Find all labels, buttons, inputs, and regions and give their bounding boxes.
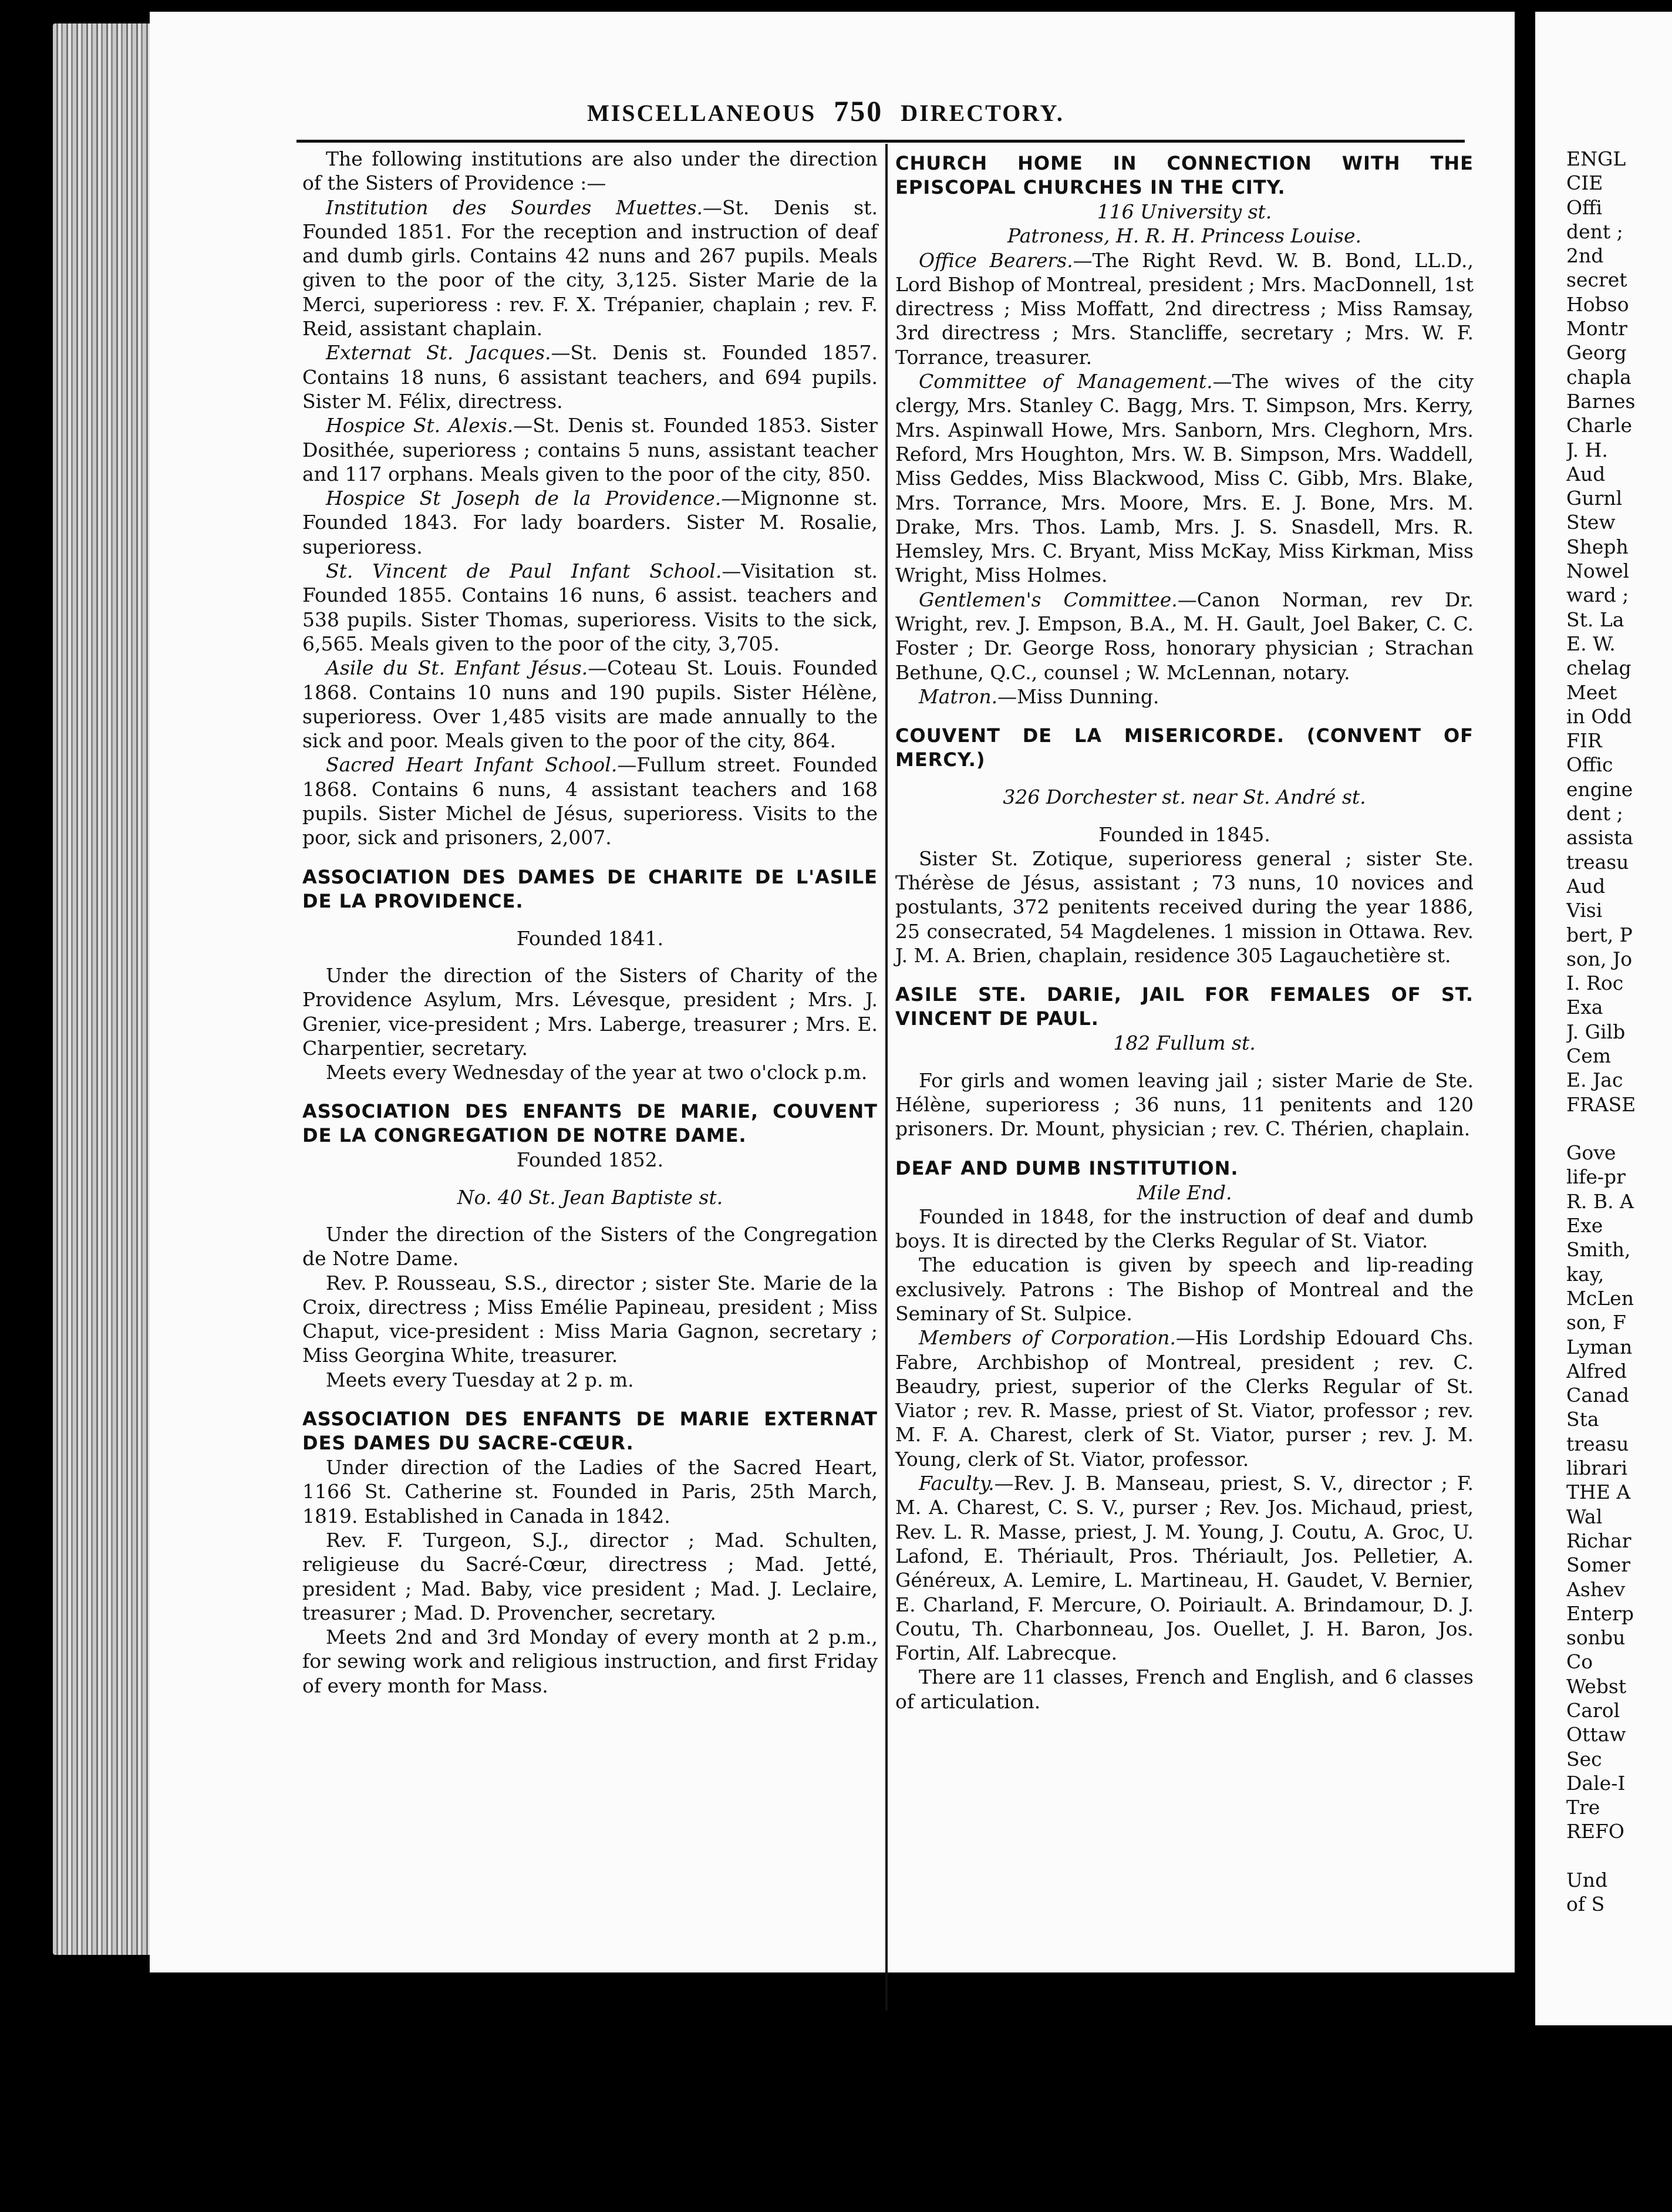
- facing-page-fragment: Enterp: [1566, 1601, 1634, 1625]
- address-line: Mile End.: [1137, 1181, 1232, 1204]
- facing-page-fragment: chelag: [1566, 656, 1631, 680]
- section-heading: ASSOCIATION DES ENFANTS DE MARIE EXTERNAT DES DAMES DU SACRE-CŒUR.: [302, 1408, 878, 1455]
- spacer: [302, 913, 878, 926]
- entry-institution-sourdes: [302, 195, 878, 341]
- facing-page-fragment: McLen: [1566, 1286, 1634, 1310]
- label: Committee of Management.: [919, 370, 1213, 393]
- office-bearers: [895, 248, 1474, 369]
- facing-page-fragment: Sta: [1566, 1408, 1599, 1431]
- facing-page-fragment: Sheph: [1566, 535, 1629, 558]
- facing-page-fragment: Georg: [1566, 341, 1627, 365]
- facing-page-fragment: Aud: [1566, 462, 1606, 485]
- facing-page-fragment: REFO: [1566, 1820, 1624, 1843]
- facing-page-fragment: dent ;: [1566, 802, 1623, 825]
- facing-page-fragment: secret: [1566, 268, 1627, 292]
- facing-page-fragment: J. H.: [1566, 438, 1608, 461]
- entry-text: —Visitation st. Founded 1855. Contains 16 nuns, 6 assist. teachers and 538 pupils. Sister Thomas, superioress. Visits to the sick, 6,565. Meals given to the poor of the city, 3,705.: [302, 559, 878, 655]
- paragraph: The education is given by speech and lip-reading exclusively. Patrons : The Bishop of Montreal and the Seminary of St. Sulpice.: [895, 1253, 1474, 1325]
- facing-page-fragment: son, F: [1566, 1311, 1626, 1334]
- paragraph: Under direction of the Ladies of the Sacred Heart, 1166 St. Catherine st. Founded in Paris, 25th March, 1819. Established in Canada in 1842.: [302, 1456, 878, 1528]
- section-heading: ASSOCIATION DES ENFANTS DE MARIE, COUVENT DE LA CONGREGATION DE NOTRE DAME.: [302, 1100, 878, 1147]
- matron: [895, 684, 1474, 709]
- paragraph: Under the direction of the Sisters of Charity of the Providence Asylum, Mrs. Lévesque, president ; Mrs. J. Grenier, vice-president ; Mrs. Laberge, treasurer ; Mrs. E. Charpentier, secretary.: [302, 963, 878, 1060]
- facing-page-fragment: Somer: [1566, 1553, 1631, 1577]
- facing-page-fragment: I. Roc: [1566, 972, 1624, 995]
- facing-page-fragment: St. La: [1566, 608, 1624, 631]
- facing-page-fragment: Und: [1566, 1869, 1608, 1892]
- facing-page-fragment: Hobso: [1566, 292, 1629, 316]
- spacer: [895, 772, 1474, 785]
- text: —Rev. J. B. Manseau, priest, S. V., director ; F. M. A. Charest, C. S. V., purser ; Rev. Jos. Michaud, priest, Rev. L. R. Masse, priest, J. M. Young, J. Coutu, A. Groc, U. Lafond, E. Thériault, Pros. Thériault, Jos. Pelletier, A. Généreux, A. Lemire, L. Martineau, H. Gaudet, V. Bernier, E. Charland, F. Mercure, O. Poiriault. A. Brindamour, D. J. Coutu, Th. Charbonneau, Jos. Ouellet, J. H. Baron, Jos. Fortin, Alf. Labrecque.: [895, 1472, 1474, 1665]
- facing-page-column: [1566, 147, 1672, 1917]
- facing-page-fragment: Nowel: [1566, 559, 1630, 583]
- entry-externat: [302, 340, 878, 413]
- entry-text: —St. Denis st. Founded 1851. For the reception and instruction of deaf and dumb girls. Contains 42 nuns and 267 pupils. Meals given to the poor of the city, 3,125. Sister Marie de la Merci, superioress : rev. F. X. Trépanier, chaplain ; rev. F. Reid, assistant chaplain.: [302, 195, 878, 340]
- header-left: MISCELLANEOUS: [587, 100, 817, 126]
- facing-page-fragment: son, Jo: [1566, 947, 1633, 970]
- spacer: [895, 810, 1474, 822]
- entry-text: —Fullum street. Founded 1868. Contains 6 nuns, 4 assistant teachers and 168 pupils. Sister Michel de Jésus, superioress. Visits to the poor, sick and prisoners, 2,007.: [302, 753, 878, 849]
- patroness-line: Patroness, H. R. H. Princess Louise.: [1007, 224, 1361, 248]
- middle-column: [895, 147, 1474, 1714]
- facing-page-fragment: THE A: [1566, 1481, 1631, 1504]
- text: —The Right Revd. W. B. Bond, LL.D., Lord Bishop of Montreal, president ; Mrs. MacDonnell, 1st directress ; Miss Moffatt, 2nd directress ; Miss Ramsay, 3rd directress ; Mrs. Stancliffe, secretary ; Mrs. W. F. Torrance, treasurer.: [895, 248, 1474, 369]
- facing-page-fragment: E. W.: [1566, 632, 1616, 655]
- address-line: 326 Dorchester st. near St. André st.: [1003, 785, 1366, 809]
- text: —His Lordship Edouard Chs. Fabre, Archbishop of Montreal, president ; rev. C. Beaudry, priest, superior of the Clerks Regular of St. Viator ; rev. R. Masse, priest of St. Viator, professor ; rev. M. F. A. Charest, clerk of St. Viator, purser ; rev. J. M. Young, clerk of St. Viator, professor.: [895, 1326, 1474, 1471]
- facing-page-fragment: CIE: [1566, 171, 1603, 195]
- gentlemens-committee: [895, 588, 1474, 684]
- paragraph: Sister St. Zotique, superioress general ; sister Ste. Thérèse de Jésus, assistant ; 73 nuns, 10 novices and postulants, 372 penitents received during the year 1886, 25 consecrated, 54 Magdelenes. 1 mission in Ottawa. Rev. J. M. A. Brien, chaplain, residence 305 Lagauchetière st.: [895, 847, 1474, 967]
- facing-page-fragment: Dale-I: [1566, 1771, 1626, 1795]
- section-heading: COUVENT DE LA MISERICORDE. (CONVENT OF MERCY.): [895, 724, 1474, 771]
- text: —The wives of the city clergy, Mrs. Stanley C. Bagg, Mrs. T. Simpson, Mrs. Kerry, Mrs. Aspinwall Howe, Mrs. Sanborn, Mrs. Cleghorn, Mrs. Reford, Mrs Houghton, Mrs. W. B. Simpson, Mrs. Waddell, Miss Geddes, Miss Blackwood, Miss C. Gibb, Mrs. Blake, Mrs. Torrance, Mrs. Moore, Mrs. E. J. Bone, Mrs. M. Drake, Mrs. Thos. Lamb, Mrs. J. S. Snasdell, Mrs. R. Hemsley, Mrs. C. Bryant, Miss McKay, Miss Kirkman, Miss Wright, Miss Holmes.: [895, 370, 1474, 587]
- facing-page-fragment: FRASE: [1566, 1092, 1636, 1116]
- facing-page-fragment: Cem: [1566, 1044, 1612, 1067]
- entry-name: Sacred Heart Infant School.: [326, 753, 618, 777]
- meets-line: Meets every Wednesday of the year at two o'clock p.m.: [326, 1061, 868, 1084]
- running-header: [587, 94, 1174, 128]
- facing-page-fragment: Visi: [1566, 899, 1603, 922]
- facing-page-fragment: Tre: [1566, 1796, 1600, 1819]
- facing-page-fragment: sonbu: [1566, 1626, 1626, 1650]
- entry-st-vincent: [302, 559, 878, 656]
- entry-name: Hospice St Joseph de la Providence.: [326, 487, 722, 510]
- entry-hospice-joseph: [302, 486, 878, 559]
- entry-name: St. Vincent de Paul Infant School.: [326, 559, 722, 583]
- facing-page-fragment: Sec: [1566, 1747, 1602, 1771]
- entry-text: —Coteau St. Louis. Founded 1868. Contains 10 nuns and 190 pupils. Sister Hélène, superioress. Over 1,485 visits are made annually to the sick and poor. Meals given to the poor of the city, 864.: [302, 656, 878, 753]
- meets-line: Meets 2nd and 3rd Monday of every month at 2 p.m., for sewing work and religious instruction, and first Friday of every month for Mass.: [302, 1626, 878, 1697]
- facing-page-fragment: treasu: [1566, 850, 1629, 874]
- facing-page-fragment: Wal: [1566, 1505, 1603, 1528]
- facing-page-fragment: chapla: [1566, 365, 1631, 389]
- facing-page-fragment: [1566, 1117, 1672, 1141]
- label: Faculty.: [919, 1472, 995, 1495]
- label: Gentlemen's Committee.: [919, 588, 1178, 611]
- spacer: [302, 950, 878, 963]
- facing-page-fragment: Canad: [1566, 1384, 1629, 1407]
- left-column: [302, 147, 878, 1698]
- facing-page-fragment: Lyman: [1566, 1335, 1633, 1358]
- column-divider: [885, 144, 888, 2011]
- entry-text: —St. Denis st. Founded 1853. Sister Dosithée, superioress ; contains 5 nuns, assistant teacher and 117 orphans. Meals given to the poor of the city, 850.: [302, 414, 878, 485]
- facing-page-fragment: Webst: [1566, 1674, 1627, 1698]
- facing-page-fragment: Offi: [1566, 195, 1603, 219]
- text: —Miss Dunning.: [997, 684, 1159, 708]
- facing-page-fragment: E. Jac: [1566, 1068, 1623, 1092]
- entry-text: —St. Denis st. Founded 1857. Contains 18 nuns, 6 assistant teachers, and 694 pupils. Sister M. Félix, directress.: [302, 341, 878, 413]
- paragraph: Founded in 1848, for the instruction of deaf and dumb boys. It is directed by the Clerks Regular of St. Viator.: [895, 1205, 1474, 1253]
- facing-page-fragment: Exa: [1566, 996, 1603, 1019]
- entry-asile-enfant: [302, 656, 878, 753]
- entry-name: Hospice St. Alexis.: [326, 414, 514, 437]
- facing-page-fragment: Montr: [1566, 317, 1627, 340]
- facing-page-fragment: Smith,: [1566, 1238, 1631, 1262]
- facing-page-fragment: bert, P: [1566, 923, 1633, 946]
- paragraph: For girls and women leaving jail ; sister Marie de Ste. Hélène, superioress ; 36 nuns, 11 penitents and 120 prisoners. Dr. Mount, physician ; rev. C. Thérien, chaplain.: [895, 1068, 1474, 1141]
- facing-page-fragment: kay,: [1566, 1262, 1604, 1286]
- facing-page-fragment: Ottaw: [1566, 1723, 1626, 1746]
- facing-page-fragment: in Odd: [1566, 704, 1632, 728]
- paragraph: Under the direction of the Sisters of the Congregation de Notre Dame.: [302, 1222, 878, 1270]
- facing-page-fragment: Aud: [1566, 874, 1606, 898]
- spacer: [895, 1056, 1474, 1068]
- founded-line: Founded 1852.: [516, 1148, 664, 1172]
- facing-page-fragment: Exe: [1566, 1214, 1603, 1237]
- facing-page-fragment: 2nd: [1566, 244, 1604, 268]
- founded-line: Founded 1841.: [516, 926, 664, 950]
- facing-page-fragment: ward ;: [1566, 584, 1629, 607]
- page-number: 750: [834, 95, 884, 127]
- label: Office Bearers.: [919, 248, 1073, 272]
- section-heading: CHURCH HOME IN CONNECTION WITH THE EPISCOPAL CHURCHES IN THE CITY.: [895, 152, 1474, 198]
- facing-page-fragment: Meet: [1566, 680, 1617, 704]
- address-line: 116 University st.: [1097, 200, 1272, 223]
- entry-text: —Mignonne st. Founded 1843. For lady boarders. Sister M. Rosalie, superioress.: [302, 487, 878, 558]
- label: Matron.: [919, 684, 998, 708]
- label: Members of Corporation.: [919, 1326, 1176, 1350]
- entry-name: Asile du St. Enfant Jésus.: [326, 656, 588, 680]
- faculty: [895, 1471, 1474, 1665]
- members-of-corporation: [895, 1326, 1474, 1471]
- facing-page-fragment: Richar: [1566, 1529, 1631, 1552]
- paragraph: Rev. P. Rousseau, S.S., director ; sister Ste. Marie de la Croix, directress ; Miss Emélie Papineau, president ; Miss Chaput, vice-president : Miss Maria Gagnon, secretary ; Miss Georgina White, treasurer.: [302, 1271, 878, 1367]
- facing-page-fragment: Offic: [1566, 753, 1613, 777]
- facing-page-fragment: ENGL: [1566, 147, 1626, 170]
- facing-page-fragment: Stew: [1566, 511, 1616, 534]
- facing-page-fragment: Co: [1566, 1650, 1593, 1674]
- facing-page-fragment: R. B. A: [1566, 1189, 1634, 1213]
- facing-page-fragment: FIR: [1566, 729, 1602, 753]
- facing-page-fragment: life-pr: [1566, 1165, 1626, 1189]
- header-rule: [296, 140, 1465, 143]
- facing-page-fragment: Charle: [1566, 414, 1633, 437]
- committee-of-management: [895, 369, 1474, 588]
- text: —Canon Norman, rev Dr. Wright, rev. J. Empson, B.A., M. H. Gault, Joel Baker, C. C. Foster ; Dr. George Ross, honorary physician ; Strachan Bethune, Q.C., counsel ; W. McLennan, notary.: [895, 588, 1474, 684]
- facing-page-fragment: Carol: [1566, 1699, 1620, 1722]
- facing-page-fragment: J. Gilb: [1566, 1020, 1626, 1043]
- entry-hospice-alexis: [302, 413, 878, 486]
- facing-page-fragment: assista: [1566, 826, 1633, 849]
- entry-name: Institution des Sourdes Muettes.: [326, 195, 703, 219]
- meets-line: Meets every Tuesday at 2 p. m.: [326, 1368, 634, 1391]
- facing-page-fragment: Alfred: [1566, 1359, 1627, 1382]
- paragraph: Rev. F. Turgeon, S.J., director ; Mad. Schulten, religieuse du Sacré-Cœur, directress ; Mad. Jetté, president ; Mad. Baby, vice president ; Mad. J. Leclaire, treasurer ; Mad. D. Provencher, secretary.: [302, 1528, 878, 1624]
- facing-page-fragment: Barnes: [1566, 389, 1636, 413]
- facing-page-fragment: Gurnl: [1566, 487, 1623, 510]
- spacer: [302, 1209, 878, 1222]
- entry-name: Externat St. Jacques.: [326, 341, 551, 365]
- spacer: [302, 1172, 878, 1185]
- facing-page-fragment: engine: [1566, 777, 1633, 801]
- facing-page-fragment: Ashev: [1566, 1577, 1626, 1601]
- address-line: 182 Fullum st.: [1113, 1031, 1256, 1055]
- founded-line: Founded in 1845.: [1098, 822, 1270, 846]
- facing-page-fragment: of S: [1566, 1893, 1605, 1916]
- facing-page-fragment: treasu: [1566, 1432, 1629, 1455]
- entry-sacred-heart: [302, 753, 878, 849]
- facing-page-fragment: Gove: [1566, 1141, 1616, 1165]
- section-heading: ASILE STE. DARIE, JAIL FOR FEMALES OF ST. VINCENT DE PAUL.: [895, 983, 1474, 1030]
- section-heading: DEAF AND DUMB INSTITUTION.: [895, 1156, 1239, 1179]
- address-line: No. 40 St. Jean Baptiste st.: [457, 1185, 723, 1209]
- paragraph: There are 11 classes, French and English, and 6 classes of articulation.: [895, 1665, 1474, 1713]
- facing-page-fragment: dent ;: [1566, 220, 1623, 243]
- facing-page-fragment: [1566, 1844, 1672, 1868]
- section-heading: ASSOCIATION DES DAMES DE CHARITE DE L'ASILE DE LA PROVIDENCE.: [302, 865, 878, 912]
- intro-paragraph: The following institutions are also under the direction of the Sisters of Providence :—: [302, 147, 878, 195]
- facing-page-fragment: librari: [1566, 1456, 1628, 1480]
- header-right: DIRECTORY.: [901, 100, 1064, 126]
